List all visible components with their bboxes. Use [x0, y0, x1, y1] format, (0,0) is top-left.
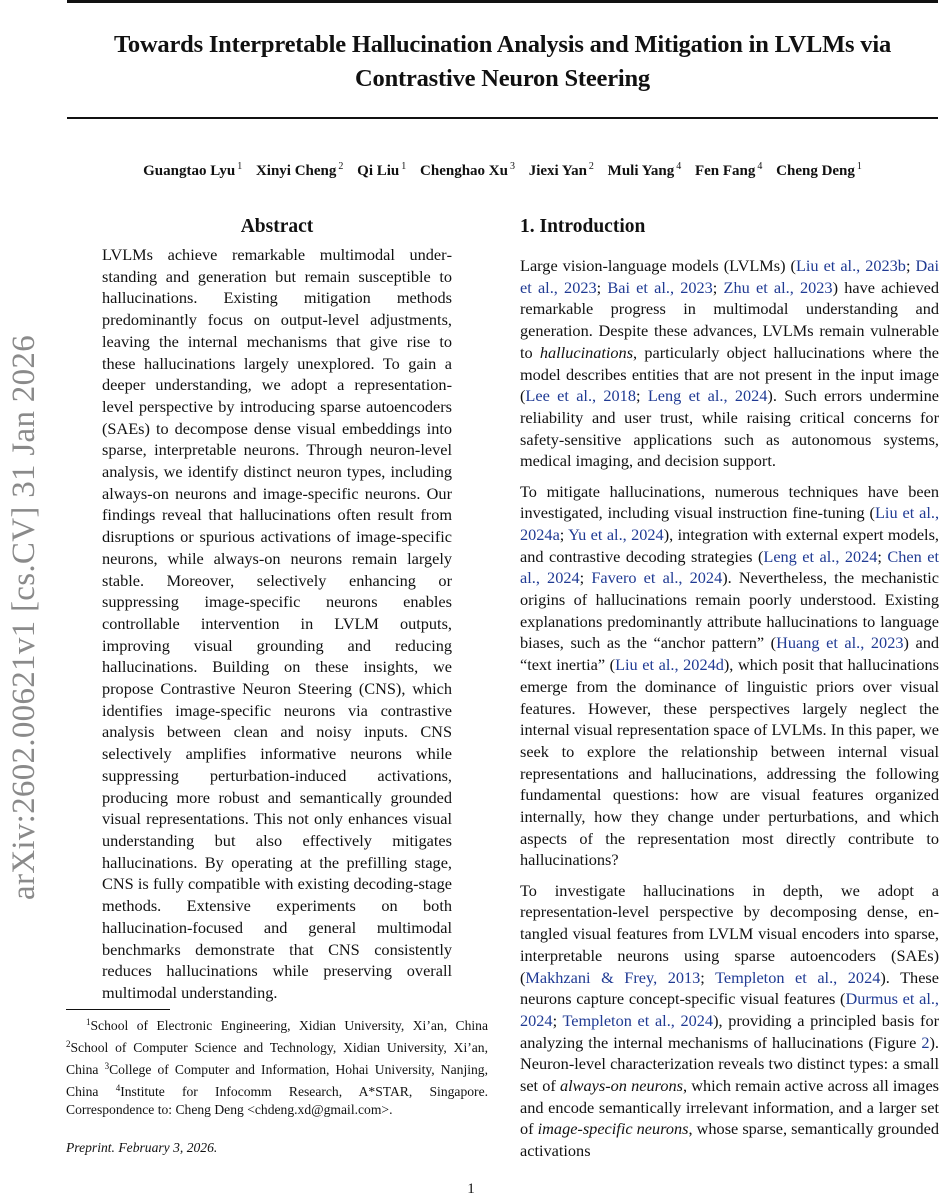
citation-link[interactable]: Chen et al., 2024: [520, 546, 939, 588]
author: Jiexi Yan $^2$: [528, 161, 594, 179]
citation-link[interactable]: Huang et al., 2023: [776, 633, 904, 653]
citation-link[interactable]: Liu et al., 2023b: [795, 256, 906, 275]
citation-link[interactable]: Liu et al., 2024d: [615, 655, 724, 675]
author: Cheng Deng $^1$: [776, 161, 862, 179]
affiliation-mark: 4: [676, 161, 682, 172]
title-line-2: Contrastive Neuron Steering: [355, 65, 650, 92]
intro-paragraph-3: To investigate hallucinations in depth, we adopt a representation-level perspective by decomposing dense, entangled visual features from LVLM visual encoders into sparse, interpretable neurons using sparse autoencoders (SAEs) (Makhzani & Frey, 2013; Templeton et al., 2024). These neurons capture concept-specific visual features (Durmus et al., 2024; Templeton et al., 2024), providing a principled basis for analyzing the internal mechanisms of hallucinations (Figure 2). Neuron-level characterization reveals two distinct types: a small set of always-on neurons, which remain active across all images and encode semantically irrelevant information, and a larger set of image-specific neurons, whose sparse, semantically grounded activations: [520, 880, 940, 1161]
section-heading: 1. Introduction: [520, 216, 646, 237]
affiliation-mark: 2: [338, 161, 344, 172]
affiliation-mark: 4: [757, 161, 763, 172]
author: Xinyi Cheng $^2$: [255, 161, 344, 179]
affiliations-footnote: $^1$School of Electronic Engineering, Xidian University, Xi’an, China $^2$School of Computer Science and Technology, Xidian University, Xi’an, China $^3$College of Computer and Information, Hohai University, Nanjing, China $^4$Institute for Infocomm Research, A*STAR, Singapore. Correspondence to: Cheng Deng <chdeng.xd@gmail.com>.: [66, 1017, 489, 1117]
citation-link[interactable]: Dai et al., 2023: [520, 256, 939, 297]
citation-link[interactable]: Templeton et al., 2024: [562, 1010, 714, 1030]
author: Chenghao Xu $^3$: [420, 161, 515, 179]
citation-link[interactable]: Bai et al., 2023: [607, 277, 713, 297]
figure-reference-link[interactable]: 2: [921, 1032, 930, 1052]
abstract-body: LVLMs achieve remarkable multimodal understanding and generation but remain susceptible to hallucinations. Existing mitigation methods predominantly focus on output-level adjustments, leaving the internal mechanisms that give rise to these hallucinations largely unexplored. To gain a deeper understanding, we adopt a representation-level perspective by introducing sparse autoencoders (SAEs) to decompose dense visual embeddings into sparse, interpretable neurons. Through neuron-level analysis, we identify distinct neuron types, including always-on neurons and image-specific neurons. Our findings reveal that hallucinations often result from disruptions or spurious activations of image-specific neurons, while always-on neurons remain largely stable. Moreover, selectively enhancing or suppressing image-specific neurons enables controllable intervention in LVLM outputs, improving visual grounding and reducing hallucinations. Building on these insights, we propose Contrastive Neuron Steering (CNS), which identifies image-specific neurons via contrastive analysis between clean and noisy inputs. CNS selectively amplifies informative neurons while suppressing perturbation-induced activations, producing more robust and semantically grounded visual representations. This not only enhances visual understanding but also effectively mitigates hallucinations. By operating at the prefilling stage, CNS is fully compatible with existing decoding-stage methods. Extensive experiments on both hallucination-focused and general multimodal benchmarks demonstrate that CNS consistently reduces hallucinations while preserving overall multimodal understanding.: [102, 245, 452, 1002]
author: Fen Fang $^4$: [694, 161, 763, 179]
top-rule: [67, 0, 938, 3]
affiliation-mark: 3: [509, 161, 515, 172]
preprint-notice: Preprint. February 3, 2026.: [66, 1140, 218, 1155]
citation-link[interactable]: Templeton et al., 2024: [715, 967, 881, 987]
abstract-heading: Abstract: [240, 216, 314, 237]
page-number: 1: [467, 1181, 475, 1197]
introduction-section: [520, 213, 939, 1170]
citation-link[interactable]: Lee et al., 2018: [525, 386, 636, 406]
abstract-section: [66, 213, 488, 1004]
citation-link[interactable]: Zhu et al., 2023: [723, 277, 833, 297]
author-list: [67, 155, 938, 183]
citation-link[interactable]: Yu et al., 2024: [568, 524, 664, 544]
author: Guangtao Lyu $^1$: [143, 161, 243, 179]
correspondence: Correspondence to: Cheng Deng <chdeng.xd@gmail.com>.: [66, 1102, 393, 1117]
intro-paragraph-1: Large vision-language models (LVLMs) (Liu et al., 2023b; Dai et al., 2023; Bai et al., 2023; Zhu et al., 2023) have achieved remarkable progress in multimodal understanding and generation. Despite these advances, LVLMs remain vulnerable to hallucinations, particularly object hallucinations where the model describes entities that are not present in the input image (Lee et al., 2018; Leng et al., 2024). Such errors undermine reliability and user trust, while raising critical concerns for safety-sensitive applications such as autonomous systems, medical imaging, and decision support.: [520, 256, 939, 471]
affiliation-mark: 1: [237, 161, 243, 172]
title-line-1: Towards Interpretable Hallucination Analysis and Mitigation in LVLMs via: [114, 31, 891, 58]
affiliation-mark: 1: [856, 161, 862, 172]
author: Muli Yang $^4$: [607, 161, 682, 179]
citation-link[interactable]: Durmus et al., 2024: [520, 989, 939, 1030]
citation-link[interactable]: Leng et al., 2024: [647, 386, 768, 406]
citation-link[interactable]: Liu et al., 2024a: [520, 503, 940, 544]
citation-link[interactable]: Leng et al., 2024: [763, 546, 878, 566]
citation-link[interactable]: Makhzani & Frey, 2013: [525, 967, 701, 987]
citation-link[interactable]: Favero et al., 2024: [591, 568, 723, 588]
title-rule: [67, 117, 938, 119]
affiliation-mark: 2: [588, 161, 594, 172]
footnote-rule: [66, 1009, 170, 1010]
arxiv-identifier-stamp: arXiv:2602.00621v1 [cs.CV] 31 Jan 2026: [6, 334, 42, 900]
author: Qi Liu $^1$: [357, 161, 407, 179]
paper-title: [67, 28, 938, 96]
affiliation-mark: 1: [401, 161, 407, 172]
intro-paragraph-2: To mitigate hallucinations, numerous techniques have been investigated, including visual instruction fine-tuning (Liu et al., 2024a; Yu et al., 2024), integration with external expert models, and contrastive decoding strategies (Leng et al., 2024; Chen et al., 2024; Favero et al., 2024). Nevertheless, the mechanistic origins of hallucinations remain poorly understood. Existing explanations predominantly attribute hallucinations to language biases, such as the “anchor pattern” (Huang et al., 2023) and “text inertia” (Liu et al., 2024d), which posit that hallucinations emerge from the dominance of linguistic priors over visual features. However, these perspectives largely neglect the internal visual representation space of LVLMs. In this paper, we seek to explore the relationship between internal visual representations and hallucinations, addressing the following fundamental questions: how are visual features organized internally, how they change under perturbations, and which aspects of the representation most directly contribute to hallucinations?: [520, 481, 940, 870]
